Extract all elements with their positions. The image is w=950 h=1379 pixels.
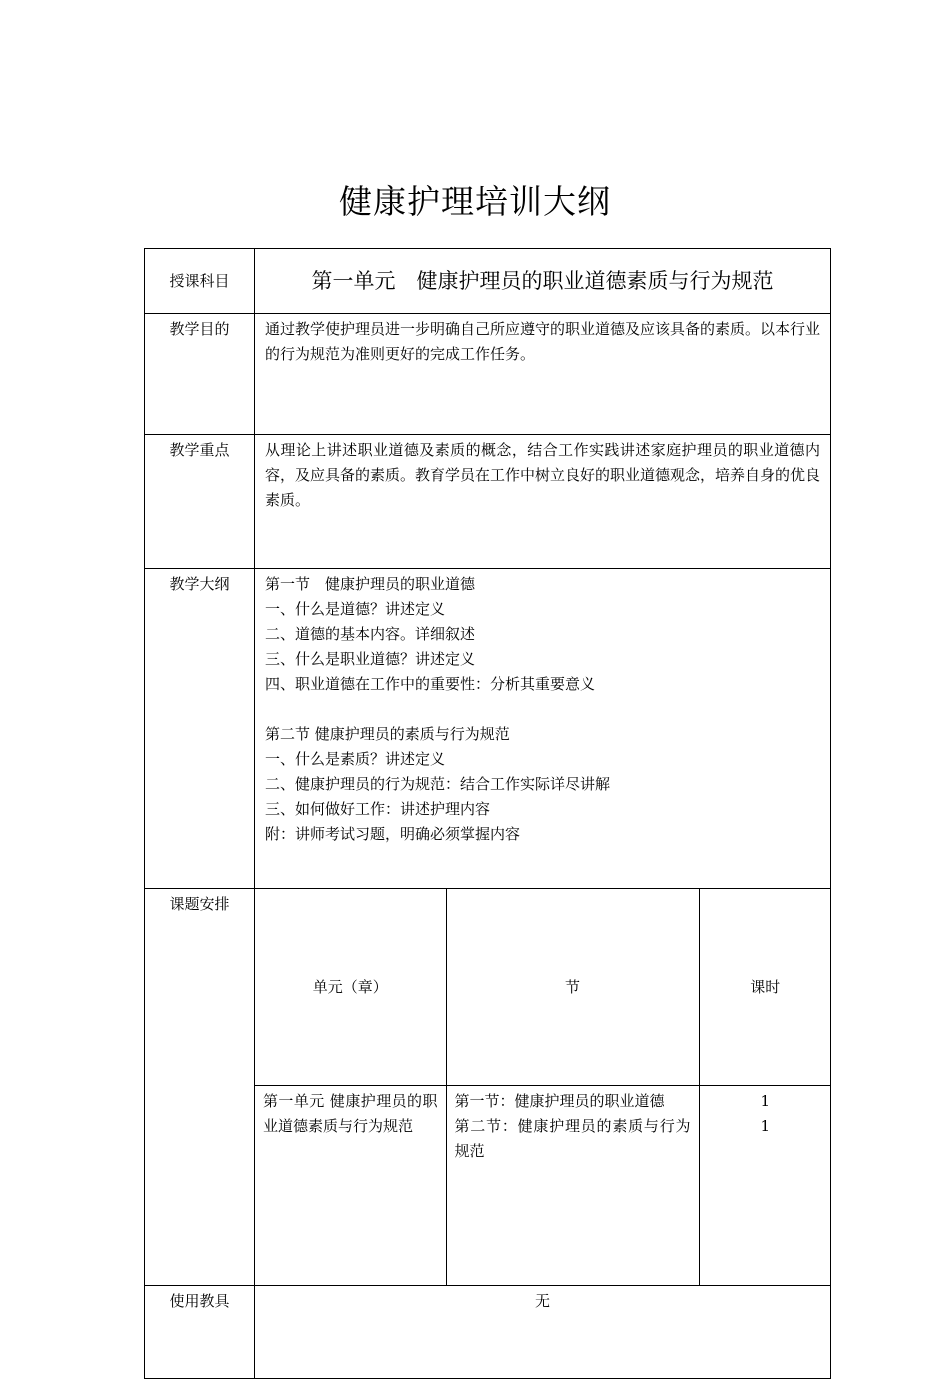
schedule-hour-item: 1 [760, 1117, 771, 1135]
schedule-hours [699, 1086, 831, 1286]
section-1-heading: 第一节 健康护理员的职业道德 [265, 575, 476, 593]
outline-cell [255, 569, 831, 889]
schedule-unit: 第一单元 健康护理员的职业道德素质与行为规范 [255, 1086, 446, 1286]
outline-item: 三、什么是职业道德？讲述定义 [265, 650, 476, 668]
schedule-header-hours: 课时 [699, 889, 831, 1086]
objective-label: 教学目的 [145, 314, 255, 435]
schedule-label: 课题安排 [145, 889, 255, 1286]
subject-cell [255, 249, 831, 314]
schedule-table [255, 889, 831, 1285]
tools-value: 无 [534, 1292, 550, 1310]
outline-item: 四、职业道德在工作中的重要性：分析其重要意义 [265, 675, 596, 693]
outline-item: 附：讲师考试习题，明确必须掌握内容 [265, 825, 521, 843]
outline-item: 一、什么是素质？讲述定义 [265, 750, 446, 768]
outline-row [145, 569, 831, 889]
section-spacer [265, 697, 820, 722]
subject-row [145, 249, 831, 314]
outline-item: 二、健康护理员的行为规范：结合工作实际详尽讲解 [265, 775, 611, 793]
section-2-heading: 第二节 健康护理员的素质与行为规范 [265, 725, 510, 743]
schedule-body-row [255, 1086, 831, 1286]
outline-item: 一、什么是道德？讲述定义 [265, 600, 446, 618]
objective-cell [255, 314, 831, 435]
outline-label: 教学大纲 [145, 569, 255, 889]
schedule-row [145, 889, 831, 1286]
objective-text: 通过教学使护理员进一步明确自己所应遵守的职业道德及应该具备的素质。以本行业的行为规范为准则更好的完成工作任务。 [265, 320, 821, 363]
outline-item: 二、道德的基本内容。详细叙述 [265, 625, 476, 643]
outline-item: 三、如何做好工作：讲述护理内容 [265, 800, 491, 818]
focus-cell [255, 435, 831, 569]
training-outline-table [144, 248, 831, 1379]
schedule-header-section: 节 [446, 889, 699, 1086]
schedule-section-item: 第一节：健康护理员的职业道德 [454, 1092, 665, 1110]
focus-row [145, 435, 831, 569]
subject-label: 授课科目 [145, 249, 255, 314]
schedule-hour-item: 1 [760, 1092, 771, 1110]
objective-row [145, 314, 831, 435]
subject-value: 第一单元 健康护理员的职业道德素质与行为规范 [311, 268, 774, 293]
tools-label: 使用教具 [145, 1286, 255, 1379]
schedule-sections [446, 1086, 699, 1286]
schedule-header-row [255, 889, 831, 1086]
schedule-header-unit: 单元（章） [255, 889, 446, 1086]
tools-row [145, 1286, 831, 1379]
schedule-section-item: 第二节：健康护理员的素质与行为规范 [454, 1117, 691, 1160]
focus-label: 教学重点 [145, 435, 255, 569]
document-title: 健康护理培训大纲 [339, 182, 611, 221]
schedule-cell [255, 889, 831, 1286]
focus-text: 从理论上讲述职业道德及素质的概念，结合工作实践讲述家庭护理员的职业道德内容，及应具备的素质。教育学员在工作中树立良好的职业道德观念，培养自身的优良素质。 [265, 441, 821, 509]
tools-cell [255, 1286, 831, 1379]
outline-body [255, 569, 830, 847]
